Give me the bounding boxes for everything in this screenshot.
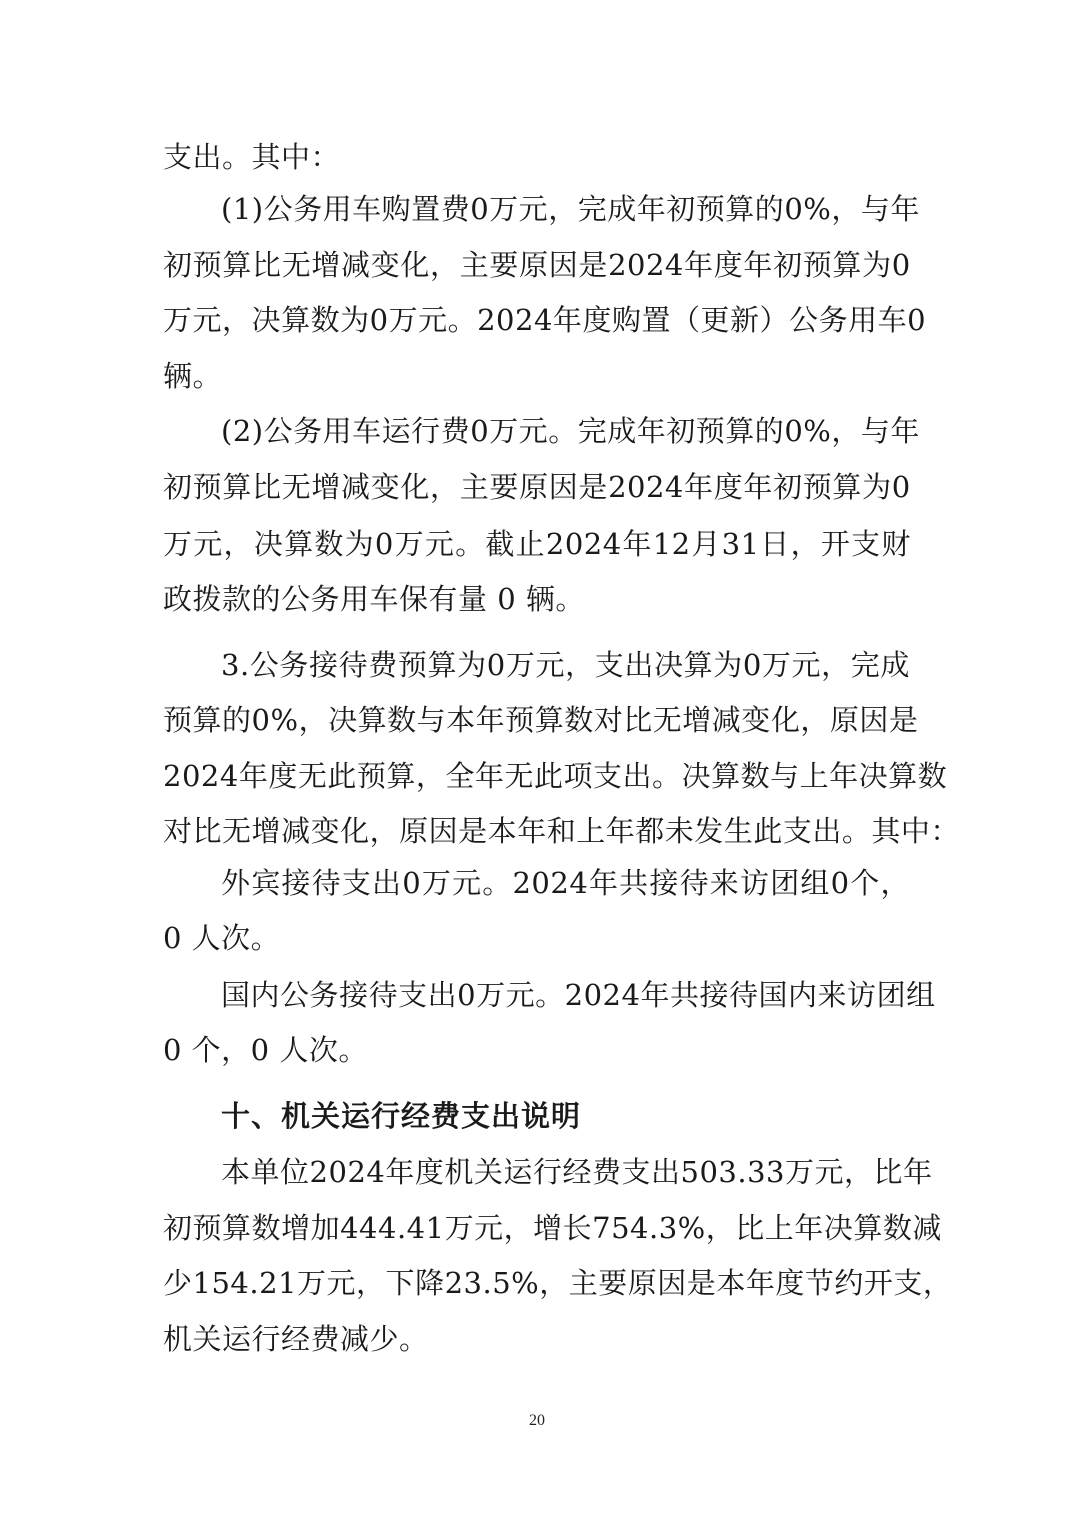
text-line-15: 0 人次。 <box>163 921 281 955</box>
text-line-16: 国 内 公 务 接 待 支 出 0 万 元 。 2024 年 共 接 待 国 内 来 访 团 组 <box>221 978 936 1012</box>
text-line-20: 初 预 算 数 增 加 444.41 万 元 ， 增 长 754.3% ， 比 上 年 决 算 数 减 <box>163 1211 942 1245</box>
text-line-4: 万 元 ， 决 算 数 为 0 万 元 。 2024 年 度 购 置 （ 更 新 ） 公 务 用 车 0 <box>163 303 927 337</box>
text-line-17: 0 个，0 人次。 <box>163 1033 368 1067</box>
text-line-6: (2) 公 务 用 车 运 行 费 0 万 元 。 完 成 年 初 预 算 的 0% ， 与 年 <box>221 414 920 448</box>
text-line-13: 对 比 无 增 减 变 化 ， 原 因 是 本 年 和 上 年 都 未 发 生 此 支 出 。 其 中 ： <box>163 814 960 848</box>
section-heading: 十、机关运行经费支出说明 <box>221 1099 582 1133</box>
text-line-14: 外 宾 接 待 支 出 0 万 元 。 2024 年 共 接 待 来 访 团 组 0 个 ， <box>221 866 910 900</box>
text-line-12: 2024 年 度 无 此 预 算 ， 全 年 无 此 项 支 出 。 决 算 数 与 上 年 决 算 数 <box>163 759 948 793</box>
text-line-9: 政拨款的公务用车保有量 0 辆。 <box>163 582 585 616</box>
text-line-11: 预 算 的 0% ， 决 算 数 与 本 年 预 算 数 对 比 无 增 减 变 化 ， 原 因 是 <box>163 703 919 737</box>
text-line-7: 初 预 算 比 无 增 减 变 化 ， 主 要 原 因 是 2024 年 度 年 初 预 算 为 0 <box>163 470 911 504</box>
text-line-2: (1) 公 务 用 车 购 置 费 0 万 元 ， 完 成 年 初 预 算 的 0% ， 与 年 <box>221 192 920 226</box>
text-line-1: 支出。其中： <box>163 140 341 174</box>
text-line-5: 辆。 <box>163 359 223 393</box>
text-line-8: 万 元 ， 决 算 数 为 0 万 元 。 截 止 2024 年 12 月 31 日 ， 开 支 财 <box>163 527 911 561</box>
text-line-22: 机关运行经费减少。 <box>163 1322 429 1356</box>
page-number: 20 <box>529 1412 545 1429</box>
text-line-21: 少 154.21 万 元 ， 下 降 23.5% ， 主 要 原 因 是 本 年 度 节 约 开 支 ， <box>163 1266 953 1300</box>
text-line-3: 初 预 算 比 无 增 减 变 化 ， 主 要 原 因 是 2024 年 度 年 初 预 算 为 0 <box>163 248 911 282</box>
text-line-19: 本 单 位 2024 年 度 机 关 运 行 经 费 支 出 503.33 万 元 ， 比 年 <box>221 1155 933 1189</box>
text-line-10: 3. 公 务 接 待 费 预 算 为 0 万 元 ， 支 出 决 算 为 0 万 元 ， 完 成 <box>221 648 910 682</box>
